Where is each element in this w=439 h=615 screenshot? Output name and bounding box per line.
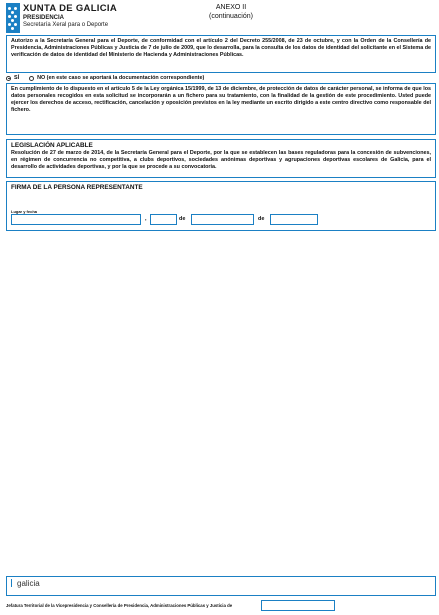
authorization-box [6,35,436,73]
legislation-title: LEGISLACIÓN APLICABLE [11,142,93,149]
org-name: XUNTA DE GALICIA [23,3,117,14]
data-protection-box [6,83,436,135]
signature-title: FIRMA DE LA PERSONA REPRESENTANTE [11,184,143,191]
galicia-mark-icon [11,579,16,587]
xunta-emblem-icon [6,3,20,33]
galicia-logo-text: galicia [17,579,40,588]
sub-department-name: Secretaría Xeral para o Deporte [23,22,109,28]
de-separator-1: de [179,216,186,222]
annex-subtitle: (continuación) [209,13,253,20]
radio-no-label: NO (en este caso se aportará la documentación correspondiente) [37,75,205,81]
data-protection-text: En cumplimiento de lo dispuesto en el artículo 5 de la Ley orgánica 15/1999, de 13 de diciembre, de protección de datos de carácter personal, se informa de que los datos personales recogidos en esta solicitud se incorporarán a un fichero para su tratamiento, con la finalidad de la gestión de este procedimiento. Usted puede ejercer los derechos de acceso, rectificación, cancelación y oposición previstos en la ley mediante un escrito dirigido a este centro directivo como responsable del fichero. [11,86,431,113]
authorization-options [6,75,204,81]
department-name: PRESIDENCIA [23,15,65,21]
authorization-text: Autorizo a la Secretaría General para el Deporte, de conformidad con el artículo 2 del Decreto 255/2008, de 23 de octubre, y con la Orden de la Consellería de Presidencia, Administraciones Públicas y Justicia de 7 de julio de 2009, que lo desarrolla, para la consulta de los datos de identidad del solicitante en el Sistema de verificación de datos de identidad del Ministerio de Hacienda y Administraciones Públicas. [11,38,431,58]
day-field[interactable] [150,214,177,225]
year-field[interactable] [270,214,318,225]
footer-office-text: Jefatura Territorial de la Vicepresidencia y Consellería de Presidencia, Administraciones Públicas y Justicia de [6,603,233,608]
legislation-text: Resolución de 27 de marzo de 2014, de la Secretaría General para el Deporte, por la que se establecen las bases reguladoras para la concesión de subvenciones, en régimen de concurrencia no competitiva, a clubs deportivos, sociedades anónimas deportivas y agrupaciones deportivas escolares de Galicia, para el desarrollo de actividades deportivas, y por la que se procede a su convocatoria. [11,150,431,170]
de-separator-2: de [258,216,265,222]
annex-title [201,3,261,21]
signature-box [6,181,436,231]
document-header [6,3,436,33]
place-date-label: Lugar y fecha [11,209,38,214]
month-field[interactable] [191,214,254,225]
radio-no[interactable] [29,76,34,81]
place-field[interactable] [11,214,141,225]
radio-yes-label: SÍ [14,75,20,81]
galicia-logo [11,579,40,588]
footer-logo-box [6,576,436,596]
comma-separator: , [145,216,147,222]
annex-label: ANEXO II [215,4,247,11]
legislation-box [6,139,436,178]
radio-yes[interactable] [6,76,11,81]
office-location-field[interactable] [261,600,335,611]
